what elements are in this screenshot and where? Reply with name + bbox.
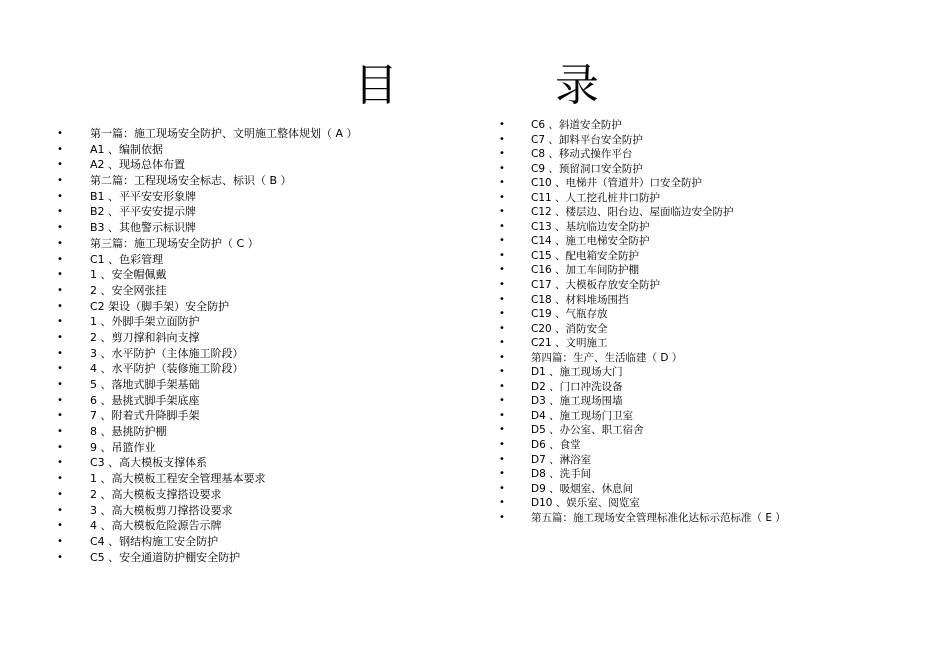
bullet-icon: •: [499, 235, 505, 247]
toc-item-label: B2 、平平安安提示牌: [90, 205, 197, 219]
bullet-icon: •: [499, 511, 505, 523]
toc-title: [0, 58, 950, 114]
bullet-icon: •: [499, 308, 505, 320]
toc-item-label: 第五篇：施工现场安全管理标准化达标示范标准（ E ）: [531, 511, 786, 524]
bullet-icon: •: [499, 439, 505, 451]
toc-item-label: D8 、洗手间: [531, 468, 592, 481]
bullet-icon: •: [57, 457, 63, 469]
toc-item-label: D10 、娱乐室、阅览室: [531, 497, 640, 510]
toc-item-label: C18 、材料堆场围挡: [531, 293, 629, 306]
bullet-icon: •: [499, 206, 505, 218]
toc-item-label: C10 、电梯井（管道井）口安全防护: [531, 177, 703, 190]
toc-item-label: C4 、钢结构施工安全防护: [90, 534, 219, 548]
bullet-icon: •: [57, 473, 63, 485]
bullet-icon: •: [57, 316, 63, 328]
toc-item: [499, 423, 786, 438]
toc-item: [57, 393, 358, 409]
bullet-icon: •: [57, 410, 63, 422]
toc-item: [499, 263, 786, 278]
toc-item: [57, 157, 358, 173]
bullet-icon: •: [499, 162, 505, 174]
bullet-icon: •: [57, 394, 63, 406]
toc-item: [499, 278, 786, 293]
toc-item: [57, 471, 358, 487]
bullet-icon: •: [499, 366, 505, 378]
toc-item: [499, 205, 786, 220]
bullet-icon: •: [57, 300, 63, 312]
toc-item: [499, 133, 786, 148]
toc-item-label: 9 、吊篮作业: [90, 440, 156, 454]
toc-item-label: C8 、移动式操作平台: [531, 148, 633, 161]
bullet-icon: •: [499, 177, 505, 189]
toc-item: [57, 518, 358, 534]
bullet-icon: •: [57, 206, 63, 218]
bullet-icon: •: [499, 148, 505, 160]
toc-item-label: C5 、安全通道防护棚安全防护: [90, 550, 241, 564]
toc-item-label: D2 、门口冲洗设备: [531, 380, 623, 393]
toc-item: [499, 307, 786, 322]
bullet-icon: •: [499, 264, 505, 276]
toc-item-label: D6 、食堂: [531, 439, 581, 452]
toc-right-column: [499, 118, 786, 525]
bullet-icon: •: [499, 468, 505, 480]
toc-item-label: C14 、施工电梯安全防护: [531, 235, 650, 248]
bullet-icon: •: [499, 293, 505, 305]
bullet-icon: •: [57, 347, 63, 359]
title-char-2: 录: [555, 60, 599, 111]
toc-item: [499, 293, 786, 308]
toc-item: [57, 204, 358, 220]
toc-item-label: A2 、现场总体布置: [90, 158, 186, 172]
toc-item: [499, 191, 786, 206]
toc-item-label: 第二篇：工程现场安全标志、标识（ B ）: [90, 174, 292, 188]
toc-item: [57, 455, 358, 471]
toc-item-label: C17 、大模板存放安全防护: [531, 279, 661, 292]
toc-item: [499, 380, 786, 395]
toc-item: [57, 314, 358, 330]
toc-item-label: 5 、落地式脚手架基础: [90, 378, 200, 391]
toc-item-label: D9 、吸烟室、休息间: [531, 482, 634, 495]
toc-item: [57, 424, 358, 440]
bullet-icon: •: [499, 322, 505, 334]
toc-item: [499, 322, 786, 337]
bullet-icon: •: [499, 497, 505, 509]
toc-item: [57, 220, 358, 236]
toc-item-label: 3 、水平防护（主体施工阶段）: [90, 346, 244, 360]
toc-item-label: C2 架设（脚手架）安全防护: [90, 299, 230, 313]
toc-item-label: 7 、附着式升降脚手架: [90, 409, 200, 423]
toc-item-label: C15 、配电箱安全防护: [531, 249, 640, 262]
toc-item: [57, 189, 358, 205]
toc-item-label: 1 、外脚手架立面防护: [90, 315, 200, 329]
toc-item: [499, 351, 786, 366]
bullet-icon: •: [57, 237, 63, 249]
toc-item: [57, 267, 358, 283]
bullet-icon: •: [499, 395, 505, 407]
bullet-icon: •: [57, 331, 63, 343]
toc-item: [57, 252, 358, 268]
toc-item: [499, 220, 786, 235]
toc-item-label: C1 、色彩管理: [90, 252, 164, 266]
toc-item: [57, 440, 358, 456]
bullet-icon: •: [499, 380, 505, 392]
bullet-icon: •: [57, 159, 63, 171]
bullet-icon: •: [57, 426, 63, 438]
toc-item-label: C20 、消防安全: [531, 322, 608, 335]
toc-item-label: D1 、施工现场大门: [531, 366, 623, 379]
toc-item-label: C12 、楼层边、阳台边、屋面临边安全防护: [531, 206, 734, 219]
bullet-icon: •: [57, 190, 63, 202]
toc-item: [57, 550, 358, 566]
toc-item: [499, 336, 786, 351]
toc-item: [499, 467, 786, 482]
toc-item-label: B1 、平平安安形象牌: [90, 189, 197, 203]
toc-item: [57, 126, 358, 142]
toc-item-label: 4 、水平防护（装修施工阶段）: [90, 362, 244, 376]
toc-item: [499, 453, 786, 468]
toc-item: [57, 142, 358, 158]
bullet-icon: •: [57, 441, 63, 453]
bullet-icon: •: [57, 269, 63, 281]
toc-item: [499, 162, 786, 177]
bullet-icon: •: [499, 351, 505, 363]
toc-item: [57, 299, 358, 315]
toc-item-label: D4 、施工现场门卫室: [531, 409, 634, 422]
bullet-icon: •: [499, 220, 505, 232]
toc-item-label: D3 、施工现场围墙: [531, 395, 623, 408]
bullet-icon: •: [499, 482, 505, 494]
toc-item: [499, 176, 786, 191]
bullet-icon: •: [57, 143, 63, 155]
toc-item-label: C13 、基坑临边安全防护: [531, 220, 650, 233]
toc-item-label: 第一篇：施工现场安全防护、文明施工整体规划（ A ）: [90, 127, 358, 140]
toc-item: [499, 249, 786, 264]
bullet-icon: •: [57, 488, 63, 500]
toc-item: [57, 487, 358, 503]
bullet-icon: •: [57, 175, 63, 187]
toc-item-label: C19 、气瓶存放: [531, 308, 608, 321]
toc-item-label: A1 、编制依据: [90, 142, 164, 156]
toc-item-label: 8 、悬挑防护棚: [90, 425, 167, 439]
toc-item: [57, 236, 358, 252]
toc-item-label: C16 、加工车间防护棚: [531, 264, 640, 277]
toc-item: [57, 330, 358, 346]
bullet-icon: •: [57, 222, 63, 234]
toc-item: [499, 147, 786, 162]
toc-item: [499, 394, 786, 409]
bullet-icon: •: [499, 453, 505, 465]
toc-item-label: B3 、其他警示标识牌: [90, 221, 197, 235]
toc-item: [57, 283, 358, 299]
bullet-icon: •: [57, 253, 63, 265]
toc-item-label: C3 、高大模板支撑体系: [90, 456, 208, 470]
toc-item: [499, 365, 786, 380]
toc-item-label: 第四篇：生产、生活临建（ D ）: [531, 351, 683, 364]
bullet-icon: •: [57, 520, 63, 532]
toc-item-label: D7 、淋浴室: [531, 453, 592, 466]
toc-item: [57, 408, 358, 424]
bullet-icon: •: [499, 191, 505, 203]
bullet-icon: •: [499, 119, 505, 130]
toc-item: [499, 482, 786, 497]
bullet-icon: •: [57, 363, 63, 375]
toc-item-label: 1 、安全帽佩戴: [90, 268, 167, 282]
toc-left-column: [57, 126, 358, 565]
toc-item-label: 2 、高大模板支撑搭设要求: [90, 487, 222, 501]
toc-item-label: 2 、剪刀撑和斜向支撑: [90, 330, 200, 344]
toc-item-label: 3 、高大模板剪刀撑搭设要求: [90, 503, 233, 517]
bullet-icon: •: [57, 284, 63, 296]
bullet-icon: •: [499, 133, 505, 145]
toc-item-label: 4 、高大模板危险源告示牌: [90, 519, 222, 533]
toc-item: [499, 118, 786, 133]
toc-item: [57, 534, 358, 550]
toc-item: [57, 377, 358, 393]
bullet-icon: •: [499, 424, 505, 436]
bullet-icon: •: [57, 128, 63, 139]
toc-item-label: C21 、文明施工: [531, 337, 608, 350]
toc-item-label: 1 、高大模板工程安全管理基本要求: [90, 472, 266, 486]
bullet-icon: •: [57, 504, 63, 516]
title-char-1: 目: [354, 60, 398, 111]
toc-item: [499, 511, 786, 526]
toc-item-label: C9 、预留洞口安全防护: [531, 162, 643, 175]
bullet-icon: •: [499, 249, 505, 261]
toc-item: [499, 409, 786, 424]
bullet-icon: •: [499, 279, 505, 291]
toc-item: [57, 346, 358, 362]
toc-item: [57, 503, 358, 519]
bullet-icon: •: [499, 409, 505, 421]
toc-item-label: C7 、卸料平台安全防护: [531, 133, 643, 146]
bullet-icon: •: [499, 337, 505, 349]
toc-item-label: 2 、安全网张挂: [90, 283, 167, 297]
toc-item: [499, 234, 786, 249]
toc-item: [57, 361, 358, 377]
toc-item-label: D5 、办公室、职工宿舍: [531, 424, 644, 437]
toc-item-label: 6 、悬挑式脚手架底座: [90, 393, 200, 407]
toc-item: [57, 173, 358, 189]
toc-item-label: C6 、斜道安全防护: [531, 119, 622, 131]
toc-item-label: 第三篇：施工现场安全防护（ C ）: [90, 236, 259, 250]
bullet-icon: •: [57, 551, 63, 563]
toc-item: [499, 496, 786, 511]
bullet-icon: •: [57, 535, 63, 547]
toc-item-label: C11 、人工挖孔桩井口防护: [531, 191, 661, 204]
bullet-icon: •: [57, 379, 63, 390]
toc-item: [499, 438, 786, 453]
